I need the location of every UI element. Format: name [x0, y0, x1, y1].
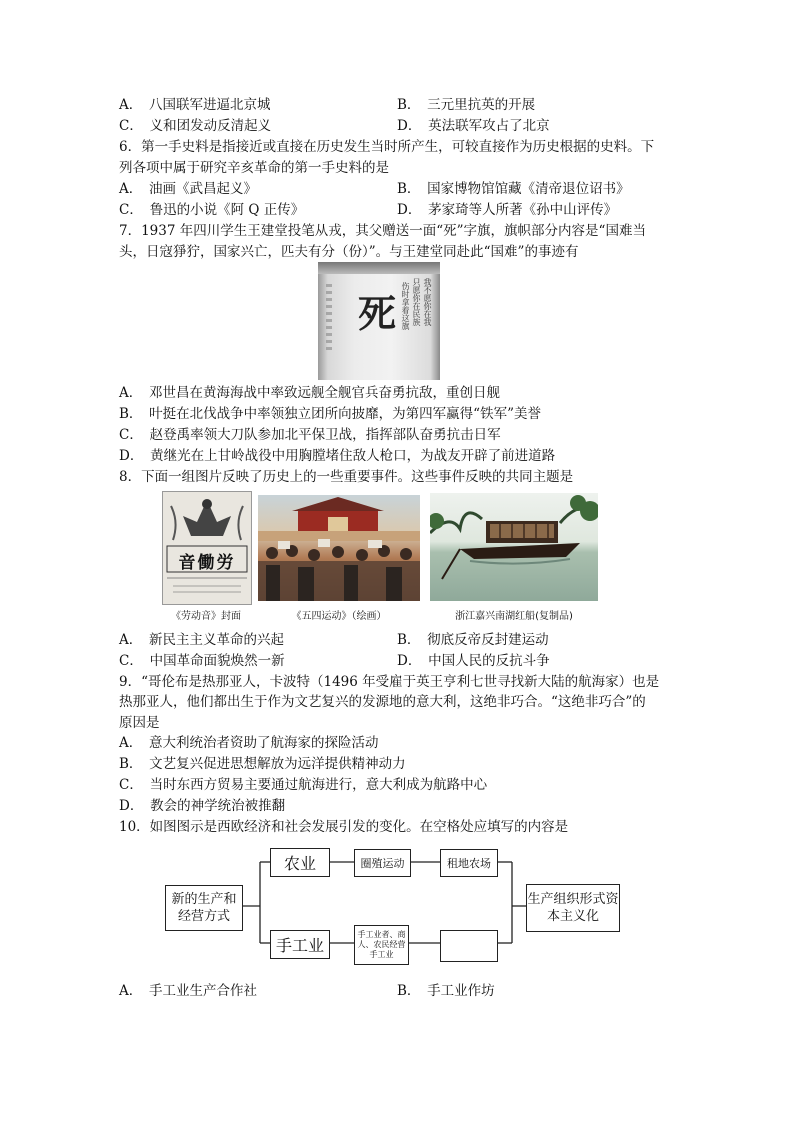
caption-pic2: 《五四运动》（绘画） — [291, 611, 387, 622]
q6-option-a: A． 油画《武昌起义》 — [119, 181, 257, 197]
diagram-box-handicraft: 手工业 — [270, 930, 330, 959]
diagram-box-blank — [440, 930, 498, 962]
q5-option-c: C． 义和团发动反清起义 — [119, 118, 272, 134]
q5-option-b: B． 三元里抗英的开展 — [397, 97, 536, 113]
q9-option-a: A． 意大利统治者资助了航海家的探险活动 — [119, 735, 379, 751]
q8-stem: 8．下面一组图片反映了历史上的一些重要事件。这些事件反映的共同主题是 — [119, 469, 574, 485]
diagram-box-workers: 手工业者、商人、农民经营手工业 — [354, 925, 409, 965]
q6-option-d: D． 茅家琦等人所著《孙中山评传》 — [397, 202, 618, 218]
q9-option-c: C． 当时东西方贸易主要通过航海进行，意大利成为航路中心 — [119, 777, 488, 793]
q9-option-b: B． 文艺复兴促进思想解放为远洋提供精神动力 — [119, 756, 406, 772]
q10-stem: 10．如图图示是西欧经济和社会发展引发的变化。在空格处应填写的内容是 — [119, 819, 569, 835]
labor-magazine-cover-photo — [162, 491, 252, 605]
q7-option-d: D． 黄继光在上甘岭战役中用胸膛堵住敌人枪口，为战友开辟了前进道路 — [119, 448, 556, 464]
q6-option-c: C． 鲁迅的小说《阿 Q 正传》 — [119, 202, 305, 218]
q7-option-a: A． 邓世昌在黄海海战中率致远舰全舰官兵奋勇抗敌，重创日舰 — [119, 385, 500, 401]
flag-character: 死 — [358, 291, 397, 336]
diagram-box-new-production: 新的生产和经营方式 — [165, 885, 243, 931]
q10-option-b: B． 手工业作坊 — [397, 983, 495, 999]
q5-option-d: D． 英法联军攻占了北京 — [397, 118, 550, 134]
q7-stem-line1: 7．1937 年四川学生王建堂投笔从戎，其父赠送一面“死”字旗，旗帜部分内容是“国难当 — [119, 223, 646, 239]
q8-option-c: C． 中国革命面貌焕然一新 — [119, 653, 285, 669]
flag-text-col1: 我不愿你在我 — [423, 278, 432, 326]
q6-option-b: B． 国家博物馆馆藏《清帝退位诏书》 — [397, 181, 630, 197]
magazine-title: 音働労 — [178, 553, 236, 573]
q9-stem-line1: 9．“哥伦布是热那亚人，卡波特（1496 年受雇于英王亨利七世寻找新大陆的航海家）也是 — [119, 674, 660, 690]
q8-option-b: B． 彻底反帝反封建运动 — [397, 632, 549, 648]
q8-option-d: D． 中国人民的反抗斗争 — [397, 653, 550, 669]
q5-option-a: A． 八国联军进逼北京城 — [119, 97, 271, 113]
diagram-box-capitalist: 生产组织形式资本主义化 — [526, 884, 620, 932]
diagram-box-agriculture: 农业 — [270, 848, 330, 877]
q7-option-b: B． 叶挺在北伐战争中率领独立团所向披靡，为第四军赢得“铁军”美誉 — [119, 406, 541, 422]
may-fourth-painting-photo — [258, 495, 420, 601]
caption-pic1: 《劳动音》封面 — [171, 611, 241, 622]
red-boat-photo — [430, 493, 598, 601]
diagram-box-enclosure: 圈殖运动 — [354, 849, 411, 877]
q8-option-a: A． 新民主主义革命的兴起 — [119, 632, 284, 648]
q6-stem-line1: 6．第一手史料是指接近或直接在历史发生当时所产生，可较直接作为历史根据的史料。下 — [119, 139, 655, 155]
death-flag-photo — [318, 262, 440, 380]
flag-text-col3: 伤时拿着这旗 — [401, 282, 410, 330]
q9-option-d: D． 教会的神学统治被推翻 — [119, 798, 286, 814]
diagram-box-tenant-farm: 租地农场 — [440, 849, 498, 877]
q9-stem-line3: 原因是 — [119, 715, 160, 731]
q10-option-a: A． 手工业生产合作社 — [119, 983, 257, 999]
q9-stem-line2: 热那亚人，他们都出生于作为文艺复兴的发源地的意大利，这绝非巧合。“这绝非巧合”的 — [119, 694, 646, 710]
flag-text-col2: 只愿你在民族 — [412, 278, 421, 326]
q6-stem-line2: 列各项中属于研究辛亥革命的第一手史料的是 — [119, 160, 389, 176]
q7-stem-line2: 头，日寇猙狞，国家兴亡，匹夫有分（份）”。与王建堂同赴此“国难”的事迹有 — [119, 244, 579, 260]
caption-pic3: 浙江嘉兴南湖红船(复制品) — [455, 611, 573, 622]
q7-option-c: C． 赵登禹率领大刀队参加北平保卫战，指挥部队奋勇抗击日军 — [119, 427, 501, 443]
